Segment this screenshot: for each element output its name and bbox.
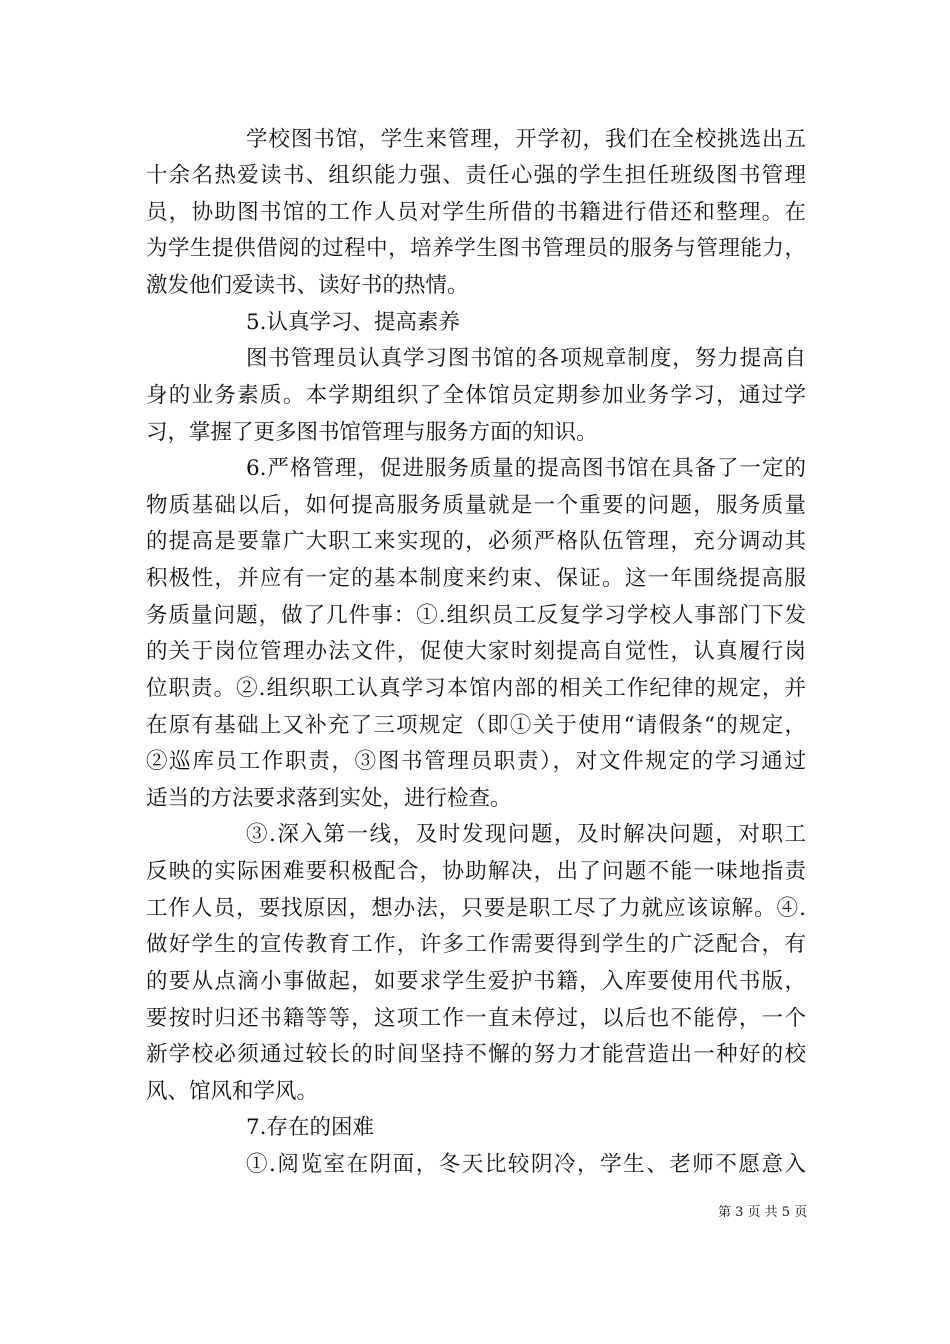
paragraph-line: 习，掌握了更多图书馆管理与服务方面的知识。: [146, 420, 598, 445]
paragraph-line: 的要从点滴小事做起，如要求学生爱护书籍，入库要使用代书版，: [146, 969, 806, 994]
paragraph-line: 要按时归还书籍等等，这项工作一直未停过，以后也不能停，一个: [146, 1006, 806, 1031]
paragraph-line: ②巡库员工作职责，③图书管理员职责），对文件规定的学习通过: [146, 749, 806, 774]
paragraph-line: 身的业务素质。本学期组织了全体馆员定期参加业务学习，通过学: [146, 383, 806, 408]
paragraph-line: 的提高是要靠广大职工来实现的，必须严格队伍管理，充分调动其: [146, 529, 806, 554]
paragraph-line: 工作人员，要找原因，想办法，只要是职工尽了力就应该谅解。④.: [146, 896, 806, 921]
paragraph-line: 反映的实际困难要积极配合，协助解决，出了问题不能一味地指责: [146, 859, 806, 884]
section-heading: 5.认真学习、提高素养: [246, 310, 461, 335]
paragraph-line: 在原有基础上又补充了三项规定（即①关于使用“请假条“的规定，: [146, 713, 806, 738]
paragraph-line: 新学校必须通过较长的时间坚持不懈的努力才能营造出一种好的校: [146, 1042, 806, 1067]
paragraph-line: ①.阅览室在阴面，冬天比较阴冷，学生、老师不愿意入: [246, 1152, 806, 1177]
page-number-footer: 第 3 页 共 5 页: [718, 1205, 808, 1220]
paragraph-line: 图书管理员认真学习图书馆的各项规章制度，努力提高自: [246, 346, 806, 371]
paragraph-line: 位职责。②.组织职工认真学习本馆内部的相关工作纪律的规定，并: [146, 676, 806, 701]
paragraph-line: 风、馆风和学风。: [146, 1079, 319, 1104]
paragraph-line: 做好学生的宣传教育工作，许多工作需要得到学生的广泛配合，有: [146, 932, 806, 957]
paragraph-line: 务质量问题，做了几件事：①.组织员工反复学习学校人事部门下发: [146, 603, 806, 628]
paragraph-line: 为学生提供借阅的过程中，培养学生图书管理员的服务与管理能力，: [146, 236, 806, 261]
paragraph-line: 物质基础以后，如何提高服务质量就是一个重要的问题，服务质量: [146, 493, 806, 518]
paragraph-line: 激发他们爱读书、读好书的热情。: [146, 273, 469, 298]
paragraph-line: 积极性，并应有一定的基本制度来约束、保证。这一年围绕提高服: [146, 566, 806, 591]
paragraph-line: 员，协助图书馆的工作人员对学生所借的书籍进行借还和整理。在: [146, 200, 806, 225]
section-heading: 6.严格管理，促进服务质量的提高图书馆在具备了一定的: [246, 456, 806, 481]
paragraph-line: 适当的方法要求落到实处，进行检查。: [146, 786, 512, 811]
section-heading: 7.存在的困难: [246, 1115, 375, 1140]
paragraph-line: 学校图书馆，学生来管理，开学初，我们在全校挑选出五: [246, 127, 806, 152]
paragraph-line: ③.深入第一线，及时发现问题，及时解决问题，对职工: [246, 822, 806, 847]
paragraph-line: 十余名热爱读书、组织能力强、责任心强的学生担任班级图书管理: [146, 163, 806, 188]
paragraph-line: 的关于岗位管理办法文件，促使大家时刻提高自觉性，认真履行岗: [146, 639, 806, 664]
